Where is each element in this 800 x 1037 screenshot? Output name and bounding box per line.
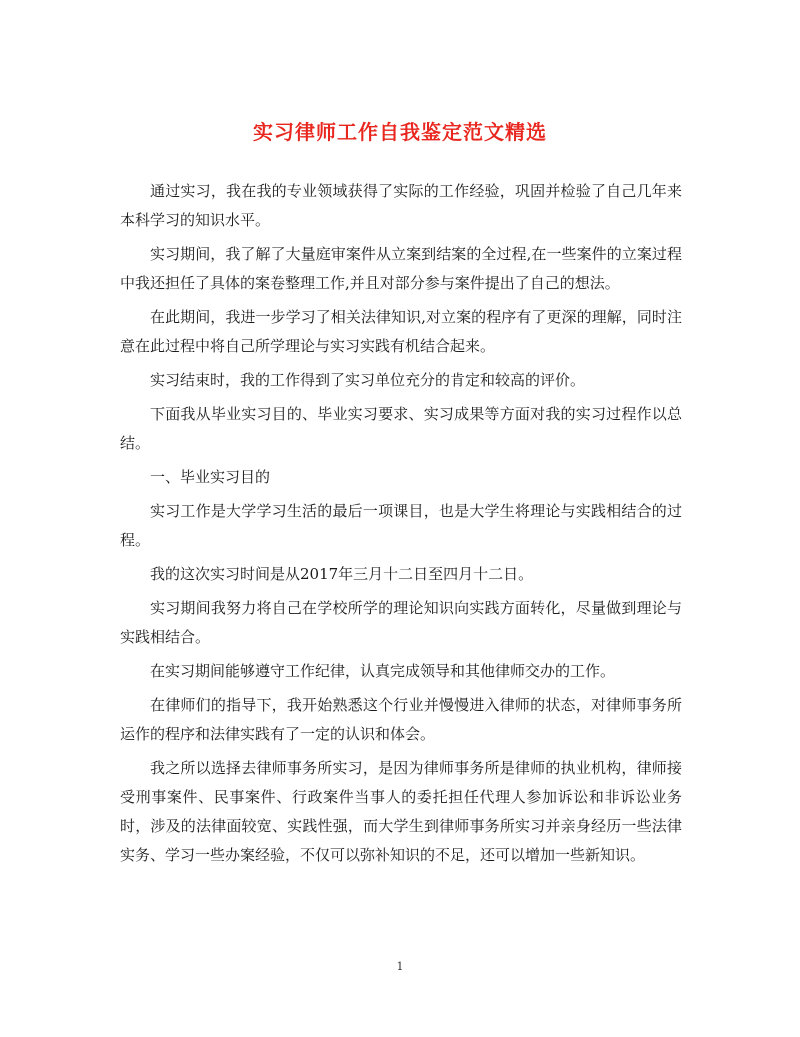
page-number: 1: [396, 960, 404, 973]
paragraph: 我的这次实习时间是从2017年三月十二日至四月十二日。: [150, 565, 534, 583]
paragraph: 在实习期间能够遵守工作纪律，认真完成领导和其他律师交办的工作。: [150, 662, 616, 680]
document-title: 实习律师工作自我鉴定范文精选: [253, 120, 547, 144]
document-body: [120, 177, 682, 875]
paragraph: 实习工作是大学学习生活的最后一项课目，也是大学生将理论与实践相结合的过程。: [120, 502, 682, 549]
paragraph: 通过实习，我在我的专业领域获得了实际的工作经验，巩固并检验了自己几年来本科学习的知识水平。: [120, 182, 682, 229]
paragraph: 实习期间我努力将自己在学校所学的理论知识向实践方面转化，尽量做到理论与实践相结合。: [120, 599, 682, 646]
paragraph: 实习期间，我了解了大量庭审案件从立案到结案的全过程,在一些案件的立案过程中我还担任了具体的案卷整理工作,并且对部分参与案件提出了自己的想法。: [120, 245, 682, 292]
paragraph: 在律师们的指导下，我开始熟悉这个行业并慢慢进入律师的状态，对律师事务所运作的程序和法律实践有了一定的认识和体会。: [120, 696, 682, 743]
paragraph: 在此期间，我进一步学习了相关法律知识,对立案的程序有了更深的理解，同时注意在此过程中将自己所学理论与实习实践有机结合起来。: [120, 308, 682, 355]
paragraph: 实习结束时，我的工作得到了实习单位充分的肯定和较高的评价。: [150, 371, 586, 389]
paragraph: 下面我从毕业实习目的、毕业实习要求、实习成果等方面对我的实习过程作以总结。: [120, 405, 682, 452]
paragraph: 我之所以选择去律师事务所实习，是因为律师事务所是律师的执业机构，律师接受刑事案件、民事案件、行政案件当事人的委托担任代理人参加诉讼和非诉讼业务时，涉及的法律面较宽、实践性强，而大学生到律师事务所实习并亲身经历一些法律实务、学习一些办案经验，不仅可以弥补知识的不足，还可以增加一些新知识。: [120, 759, 682, 864]
section-heading: 一、毕业实习目的: [150, 468, 271, 486]
